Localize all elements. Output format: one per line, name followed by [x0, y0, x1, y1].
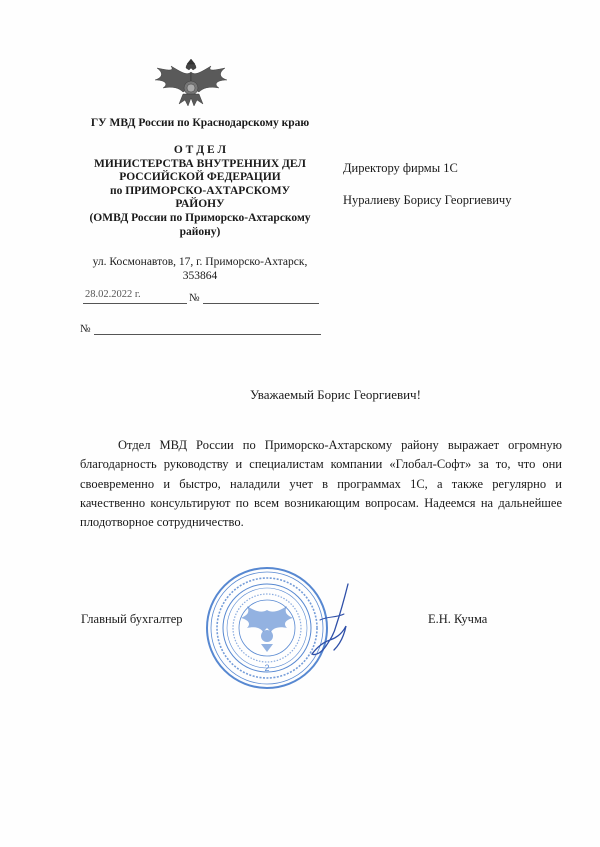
ministry-header: ГУ МВД России по Краснодарскому краю	[90, 117, 310, 129]
reference-number-row	[80, 320, 325, 338]
letter-body: Отдел МВД России по Приморско-Ахтарскому району выражает огромную благодарность руководству и специалистам компании «Глобал-Софт» за то, что они своевременно и быстро, наладили учет в программах 1С, а также регулярно и качественно консультируют по всем возникающим вопросам. Надеемся на дальнейшее плодотворное сотрудничество.	[80, 438, 562, 530]
department-name	[70, 144, 330, 239]
handwritten-signature	[300, 580, 360, 660]
svg-text:2: 2	[264, 663, 270, 673]
number-underline	[203, 303, 319, 304]
address-line: ул. Космонавтов, 17, г. Приморско-Ахтарск,	[92, 256, 308, 268]
signatory-name: Е.Н. Кучма	[428, 612, 488, 626]
address-line: 353864	[182, 270, 218, 282]
department-address	[70, 255, 330, 283]
reference-number-label: №	[80, 323, 91, 335]
department-line: по ПРИМОРСКО-АХТАРСКОМУ	[109, 184, 291, 197]
department-line: МИНИСТЕРСТВА ВНУТРЕННИХ ДЕЛ	[93, 157, 307, 170]
department-line: РАЙОНУ	[175, 198, 225, 211]
department-line: РОССИЙСКОЙ ФЕДЕРАЦИИ	[119, 171, 281, 184]
department-line: О Т Д Е Л	[173, 144, 227, 156]
letter-date: 28.02.2022 г.	[85, 289, 141, 300]
date-underline	[83, 303, 187, 304]
date-number-row	[83, 289, 323, 307]
double-headed-eagle-emblem	[153, 58, 229, 110]
salutation: Уважаемый Борис Георгиевич!	[250, 387, 421, 402]
recipient-name: Нуралиеву Борису Георгиевичу	[343, 193, 512, 207]
outgoing-number-label: №	[189, 292, 200, 304]
department-line: (ОМВД России по Приморско-Ахтарскому	[89, 211, 311, 224]
department-line: району)	[179, 225, 221, 238]
recipient-position: Директору фирмы 1С	[343, 161, 458, 175]
signatory-title: Главный бухгалтер	[81, 612, 183, 626]
reference-number-underline	[94, 334, 321, 335]
